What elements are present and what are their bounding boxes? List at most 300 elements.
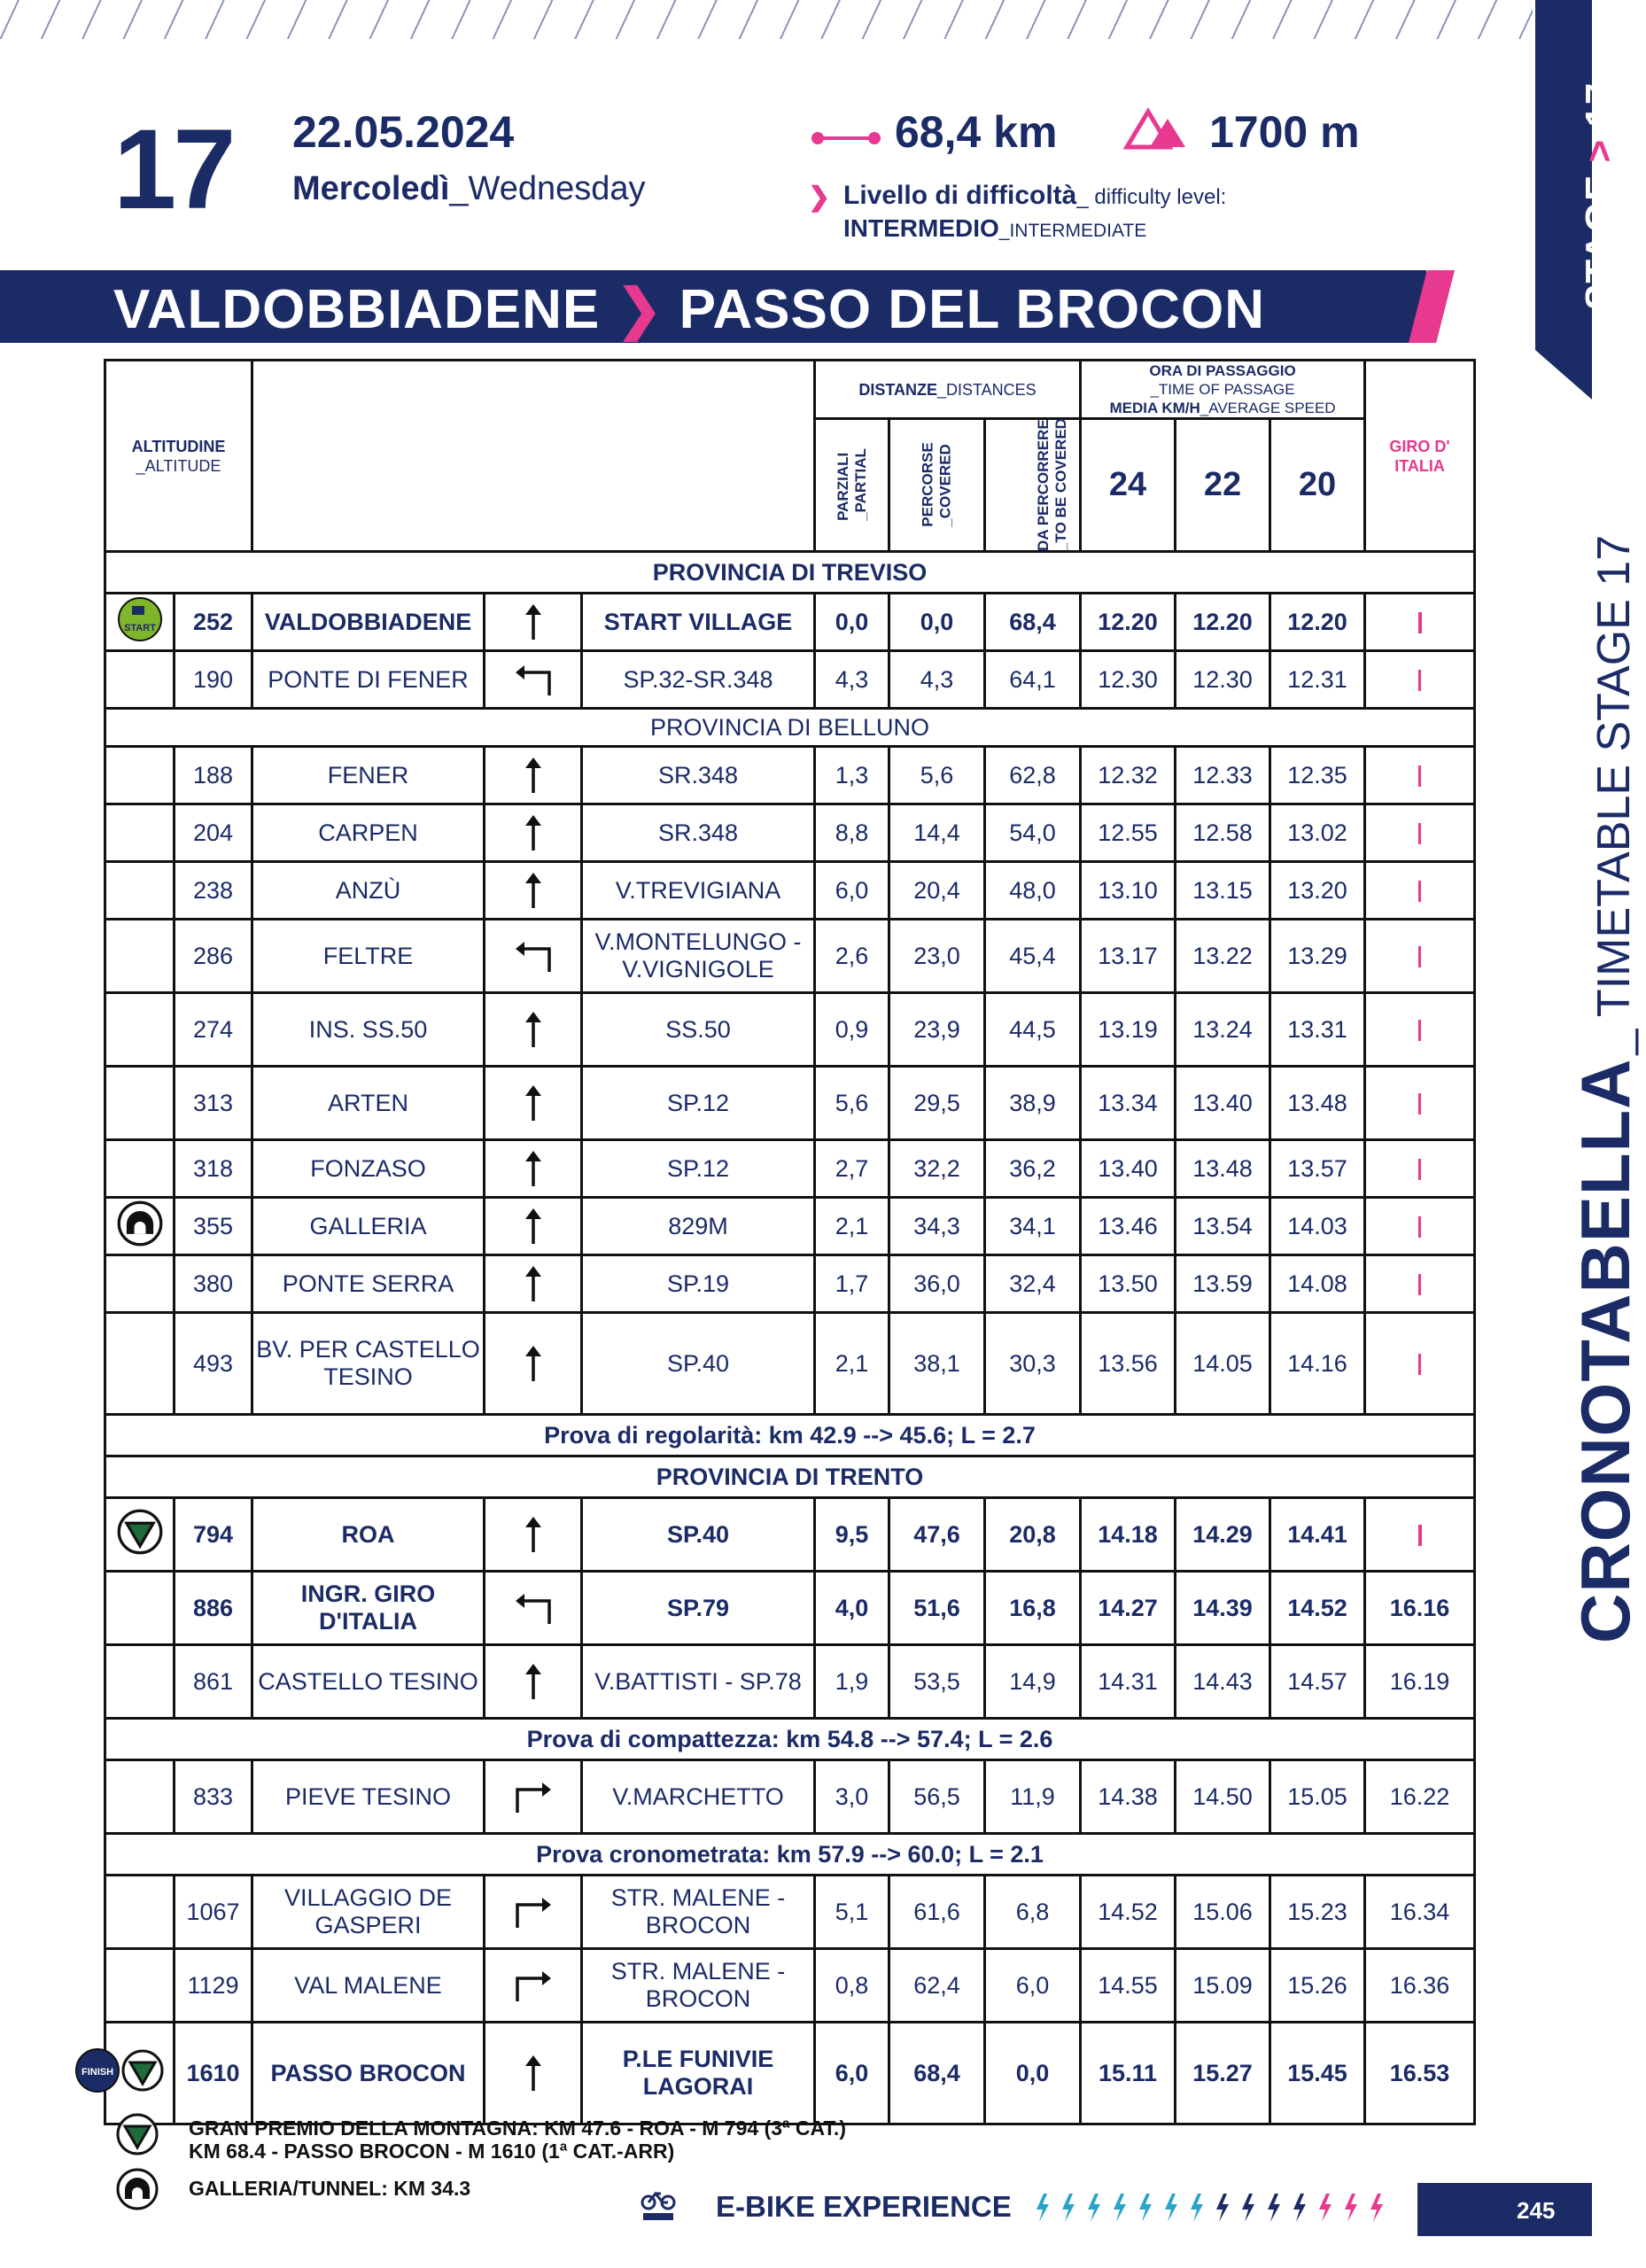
symbol-cell xyxy=(105,1572,175,1645)
cell-tobe: 30,3 xyxy=(985,1313,1081,1415)
arrow-up-icon xyxy=(485,862,582,920)
table-row xyxy=(105,1760,1475,1834)
cell-time-22: 14.43 xyxy=(1176,1645,1270,1719)
cell-road: SP.12 xyxy=(582,1067,815,1140)
cell-time-20: 13.20 xyxy=(1270,862,1365,920)
symbol-cell xyxy=(105,1760,175,1834)
symbol-cell xyxy=(105,1255,175,1313)
arrow-up-icon xyxy=(485,594,582,651)
cell-covered: 47,6 xyxy=(889,1498,985,1572)
cell-time-20: 12.31 xyxy=(1270,651,1365,709)
table-row xyxy=(105,1645,1475,1719)
gpm-icon xyxy=(116,1508,164,1562)
table-row xyxy=(105,1498,1475,1572)
cell-partial: 0,0 xyxy=(815,594,889,651)
route-title: VALDOBBIADENE ❯ PASSO DEL BROCON xyxy=(113,279,1265,340)
cell-place: VAL MALENE xyxy=(252,1949,485,2023)
cell-covered: 38,1 xyxy=(889,1313,985,1415)
cell-time-20: 14.57 xyxy=(1270,1645,1365,1719)
stage-number: 17 xyxy=(113,106,233,233)
cell-time-24: 13.40 xyxy=(1081,1140,1176,1198)
cell-time-24: 14.55 xyxy=(1081,1949,1176,2023)
finish-icon xyxy=(81,2047,171,2101)
col-time: ORA DI PASSAGGIO _TIME OF PASSAGE MEDIA KM/H_AVERAGE SPEED xyxy=(1081,361,1365,419)
cell-time-20: 14.41 xyxy=(1270,1498,1365,1572)
cell-altitude: 286 xyxy=(175,920,252,993)
cell-place: PASSO BROCON xyxy=(252,2023,485,2124)
col-altitude: ALTITUDINE _ALTITUDE xyxy=(105,361,252,552)
cell-giro xyxy=(1365,747,1475,804)
cell-place: PIEVE TESINO xyxy=(252,1760,485,1834)
cell-covered: 5,6 xyxy=(889,747,985,804)
col-partial: PARZIALI _PARTIAL xyxy=(815,419,889,552)
cell-altitude: 252 xyxy=(175,594,252,651)
cell-time-20: 14.16 xyxy=(1270,1313,1365,1415)
symbol-cell xyxy=(105,747,175,804)
cell-altitude: 355 xyxy=(175,1198,252,1255)
cell-tobe: 48,0 xyxy=(985,862,1081,920)
province-header: PROVINCIA DI TRENTO xyxy=(105,1456,1475,1498)
segment-note: Prova di compattezza: km 54.8 --> 57.4; L = 2.6 xyxy=(105,1719,1475,1760)
cell-time-22: 14.39 xyxy=(1176,1572,1270,1645)
cell-partial: 6,0 xyxy=(815,2023,889,2124)
table-row xyxy=(105,2023,1475,2124)
cell-giro xyxy=(1365,1313,1475,1415)
cell-tobe: 14,9 xyxy=(985,1645,1081,1719)
cell-place: FELTRE xyxy=(252,920,485,993)
gpm-icon xyxy=(115,2112,159,2156)
cell-place: INS. SS.50 xyxy=(252,993,485,1067)
cell-partial: 2,1 xyxy=(815,1313,889,1415)
cell-time-24: 13.10 xyxy=(1081,862,1176,920)
cell-covered: 29,5 xyxy=(889,1067,985,1140)
cell-time-20: 14.08 xyxy=(1270,1255,1365,1313)
symbol-cell xyxy=(105,1313,175,1415)
cell-altitude: 833 xyxy=(175,1760,252,1834)
cell-place: FONZASO xyxy=(252,1140,485,1198)
cell-tobe: 54,0 xyxy=(985,804,1081,862)
speed-22: 22 xyxy=(1176,419,1270,552)
cell-tobe: 11,9 xyxy=(985,1760,1081,1834)
difficulty-label: Livello di difficoltà_ difficulty level: xyxy=(843,181,1227,210)
cell-time-24: 12.20 xyxy=(1081,594,1176,651)
cell-covered: 53,5 xyxy=(889,1645,985,1719)
cell-place: ANZÙ xyxy=(252,862,485,920)
cell-place: ARTEN xyxy=(252,1067,485,1140)
cell-time-20: 15.05 xyxy=(1270,1760,1365,1834)
table-row xyxy=(105,862,1475,920)
col-covered: PERCORSE _COVERED xyxy=(889,419,985,552)
cell-covered: 68,4 xyxy=(889,2023,985,2124)
tunnel-icon xyxy=(115,2167,159,2211)
cell-tobe: 62,8 xyxy=(985,747,1081,804)
svg-text:FINISH: FINISH xyxy=(81,2066,113,2078)
arrow-up-icon xyxy=(485,1140,582,1198)
table-row xyxy=(105,1313,1475,1415)
table-row xyxy=(105,651,1475,709)
symbol-cell xyxy=(105,993,175,1067)
cell-road: SP.12 xyxy=(582,1140,815,1198)
cell-time-24: 13.46 xyxy=(1081,1198,1176,1255)
cell-time-20: 14.03 xyxy=(1270,1198,1365,1255)
symbol-cell xyxy=(105,1645,175,1719)
cell-partial: 1,7 xyxy=(815,1255,889,1313)
cell-tobe: 45,4 xyxy=(985,920,1081,993)
cell-time-20: 12.35 xyxy=(1270,747,1365,804)
cell-road: STR. MALENE - BROCON xyxy=(582,1949,815,2023)
speed-24: 24 xyxy=(1081,419,1176,552)
cell-partial: 8,8 xyxy=(815,804,889,862)
arrow-up-icon xyxy=(485,1313,582,1415)
cell-time-22: 14.05 xyxy=(1176,1313,1270,1415)
cell-road: SP.40 xyxy=(582,1313,815,1415)
cell-tobe: 38,9 xyxy=(985,1067,1081,1140)
cell-altitude: 493 xyxy=(175,1313,252,1415)
arrow-up-icon xyxy=(485,1198,582,1255)
cell-time-24: 14.18 xyxy=(1081,1498,1176,1572)
cell-partial: 6,0 xyxy=(815,862,889,920)
cell-altitude: 1129 xyxy=(175,1949,252,2023)
cell-time-22: 15.06 xyxy=(1176,1876,1270,1949)
cell-road: STR. MALENE - BROCON xyxy=(582,1876,815,1949)
cell-giro xyxy=(1365,1198,1475,1255)
table-row xyxy=(105,1572,1475,1645)
cell-road: START VILLAGE xyxy=(582,594,815,651)
start-icon xyxy=(116,595,164,649)
cell-partial: 4,3 xyxy=(815,651,889,709)
cell-altitude: 1610 xyxy=(175,2023,252,2124)
cell-road: V.TREVIGIANA xyxy=(582,862,815,920)
distance-value: 68,4 km xyxy=(895,107,1058,157)
cell-covered: 14,4 xyxy=(889,804,985,862)
legend-gpm: GRAN PREMIO DELLA MONTAGNA: KM 47.6 - ROA - M 794 (3ª CAT.) KM 68.4 - PASSO BROCON - M 1610 (1ª CAT.-ARR) xyxy=(189,2117,846,2163)
arrow-up-icon xyxy=(485,747,582,804)
distance-icon xyxy=(811,131,881,145)
cell-place: GALLERIA xyxy=(252,1198,485,1255)
segment-note: Prova di regolarità: km 42.9 --> 45.6; L = 2.7 xyxy=(105,1415,1475,1456)
cell-giro: 16.22 xyxy=(1365,1760,1475,1834)
cell-tobe: 6,0 xyxy=(985,1949,1081,2023)
cell-giro xyxy=(1365,651,1475,709)
cell-time-22: 13.54 xyxy=(1176,1198,1270,1255)
footer-brand: E-BIKE EXPERIENCE xyxy=(716,2190,1012,2223)
cell-covered: 23,0 xyxy=(889,920,985,993)
table-row xyxy=(105,920,1475,993)
chevron-right-icon: ❯ xyxy=(808,183,831,212)
cell-road: SP.40 xyxy=(582,1498,815,1572)
cell-place: INGR. GIRO D'ITALIA xyxy=(252,1572,485,1645)
cell-altitude: 274 xyxy=(175,993,252,1067)
cell-time-20: 15.45 xyxy=(1270,2023,1365,2124)
cell-tobe: 0,0 xyxy=(985,2023,1081,2124)
cell-covered: 32,2 xyxy=(889,1140,985,1198)
turn-right-icon xyxy=(485,1876,582,1949)
cell-time-24: 12.30 xyxy=(1081,651,1176,709)
col-distances: DISTANZE_DISTANCES xyxy=(815,361,1081,419)
stage-day: Mercoledì_Wednesday xyxy=(292,170,646,207)
cell-covered: 34,3 xyxy=(889,1198,985,1255)
giro-marker xyxy=(1418,765,1421,787)
cell-place: ROA xyxy=(252,1498,485,1572)
arrow-up-icon xyxy=(485,1067,582,1140)
cell-place: BV. PER CASTELLO TESINO xyxy=(252,1313,485,1415)
giro-marker xyxy=(1418,1216,1421,1238)
cell-partial: 9,5 xyxy=(815,1498,889,1572)
cell-time-22: 13.40 xyxy=(1176,1067,1270,1140)
cell-time-24: 12.55 xyxy=(1081,804,1176,862)
giro-marker xyxy=(1418,1525,1422,1546)
cell-covered: 51,6 xyxy=(889,1572,985,1645)
cell-giro: 16.53 xyxy=(1365,2023,1475,2124)
cell-altitude: 861 xyxy=(175,1645,252,1719)
table-row xyxy=(105,804,1475,862)
top-hatch-decoration xyxy=(0,0,1533,39)
cell-time-24: 13.34 xyxy=(1081,1067,1176,1140)
giro-marker xyxy=(1418,1274,1421,1295)
cell-giro xyxy=(1365,1067,1475,1140)
cell-time-20: 13.48 xyxy=(1270,1067,1365,1140)
cell-giro xyxy=(1365,862,1475,920)
symbol-cell xyxy=(105,1067,175,1140)
arrow-up-icon xyxy=(485,1498,582,1572)
cell-altitude: 380 xyxy=(175,1255,252,1313)
cell-giro xyxy=(1365,1255,1475,1313)
cell-time-22: 13.22 xyxy=(1176,920,1270,993)
arrow-up-icon xyxy=(485,1255,582,1313)
cell-partial: 5,6 xyxy=(815,1067,889,1140)
table-row xyxy=(105,1140,1475,1198)
cell-place: VILLAGGIO DE GASPERI xyxy=(252,1876,485,1949)
cell-covered: 62,4 xyxy=(889,1949,985,2023)
symbol-cell xyxy=(105,1140,175,1198)
cell-time-22: 15.09 xyxy=(1176,1949,1270,2023)
table-row xyxy=(105,1949,1475,2023)
giro-marker xyxy=(1418,1159,1421,1180)
cell-time-24: 13.56 xyxy=(1081,1313,1176,1415)
cell-giro: 16.34 xyxy=(1365,1876,1475,1949)
cell-time-22: 12.33 xyxy=(1176,747,1270,804)
cell-giro xyxy=(1365,920,1475,993)
cell-tobe: 16,8 xyxy=(985,1572,1081,1645)
elevation-value: 1700 m xyxy=(1209,107,1360,157)
cell-time-24: 14.27 xyxy=(1081,1572,1176,1645)
cell-road: V.BATTISTI - SP.78 xyxy=(582,1645,815,1719)
side-title: CRONOTABELLA_ TIMETABLE STAGE 17 xyxy=(1566,534,1644,1643)
cell-giro: 16.16 xyxy=(1365,1572,1475,1645)
cell-road: V.MONTELUNGO - V.VIGNIGOLE xyxy=(582,920,815,993)
timetable xyxy=(81,359,1476,2125)
province-header: PROVINCIA DI TREVISO xyxy=(105,552,1475,594)
cell-giro: 16.19 xyxy=(1365,1645,1475,1719)
cell-tobe: 36,2 xyxy=(985,1140,1081,1198)
arrow-up-icon xyxy=(485,804,582,862)
arrow-up-icon xyxy=(485,993,582,1067)
cell-place: CASTELLO TESINO xyxy=(252,1645,485,1719)
cell-covered: 23,9 xyxy=(889,993,985,1067)
turn-right-icon xyxy=(485,1949,582,2023)
cell-altitude: 188 xyxy=(175,747,252,804)
stage-band-label: STAGE > 17 xyxy=(1578,82,1621,310)
cell-altitude: 318 xyxy=(175,1140,252,1198)
segment-note: Prova cronometrata: km 57.9 --> 60.0; L = 2.1 xyxy=(105,1834,1475,1876)
cell-altitude: 794 xyxy=(175,1498,252,1572)
province-header: PROVINCIA DI BELLUNO xyxy=(105,709,1475,747)
cell-partial: 1,9 xyxy=(815,1645,889,1719)
cell-tobe: 6,8 xyxy=(985,1876,1081,1949)
arrow-up-icon xyxy=(485,1645,582,1719)
cell-altitude: 238 xyxy=(175,862,252,920)
cell-road: V.MARCHETTO xyxy=(582,1760,815,1834)
cell-road: 829M xyxy=(582,1198,815,1255)
cell-time-22: 13.59 xyxy=(1176,1255,1270,1313)
cell-place: PONTE SERRA xyxy=(252,1255,485,1313)
cell-tobe: 64,1 xyxy=(985,651,1081,709)
cell-tobe: 20,8 xyxy=(985,1498,1081,1572)
cell-altitude: 190 xyxy=(175,651,252,709)
cell-time-24: 12.32 xyxy=(1081,747,1176,804)
giro-marker xyxy=(1418,1093,1421,1115)
cell-time-20: 15.26 xyxy=(1270,1949,1365,2023)
cell-time-24: 14.38 xyxy=(1081,1760,1176,1834)
cell-partial: 1,3 xyxy=(815,747,889,804)
symbol-cell xyxy=(105,920,175,993)
table-row xyxy=(105,1067,1475,1140)
cell-time-24: 14.31 xyxy=(1081,1645,1176,1719)
stage-date: 22.05.2024 xyxy=(292,107,515,157)
cell-place: FENER xyxy=(252,747,485,804)
symbol-cell xyxy=(105,1876,175,1949)
symbol-cell xyxy=(105,1949,175,2023)
cell-road: SP.79 xyxy=(582,1572,815,1645)
cell-giro xyxy=(1365,993,1475,1067)
cell-time-22: 12.30 xyxy=(1176,651,1270,709)
giro-marker xyxy=(1418,823,1421,844)
cell-time-24: 14.52 xyxy=(1081,1876,1176,1949)
cell-partial: 2,1 xyxy=(815,1198,889,1255)
turn-left-icon xyxy=(485,1572,582,1645)
cell-time-22: 13.24 xyxy=(1176,993,1270,1067)
tunnel-icon xyxy=(116,1200,164,1254)
giro-logo-icon xyxy=(640,2188,677,2224)
cell-covered: 56,5 xyxy=(889,1760,985,1834)
cell-time-22: 13.15 xyxy=(1176,862,1270,920)
cell-altitude: 1067 xyxy=(175,1876,252,1949)
arrow-up-icon xyxy=(485,2023,582,2124)
legend-tunnel: GALLERIA/TUNNEL: KM 34.3 xyxy=(189,2177,471,2200)
cell-time-20: 13.02 xyxy=(1270,804,1365,862)
cell-road: SS.50 xyxy=(582,993,815,1067)
cell-road: SP.19 xyxy=(582,1255,815,1313)
col-place xyxy=(252,361,815,552)
cell-altitude: 204 xyxy=(175,804,252,862)
cell-giro xyxy=(1365,1498,1475,1572)
table-row xyxy=(105,1198,1475,1255)
cell-road: SP.32-SR.348 xyxy=(582,651,815,709)
cell-covered: 36,0 xyxy=(889,1255,985,1313)
cell-time-22: 12.58 xyxy=(1176,804,1270,862)
table-row xyxy=(105,1876,1475,1949)
symbol-cell xyxy=(81,2023,175,2124)
difficulty-value: INTERMEDIO_INTERMEDIATE xyxy=(843,214,1147,242)
symbol-cell xyxy=(105,651,175,709)
cell-covered: 61,6 xyxy=(889,1876,985,1949)
speed-20: 20 xyxy=(1270,419,1365,552)
cell-altitude: 886 xyxy=(175,1572,252,1645)
table-row xyxy=(105,993,1475,1067)
cell-time-20: 13.29 xyxy=(1270,920,1365,993)
giro-marker xyxy=(1418,670,1421,691)
cell-partial: 3,0 xyxy=(815,1760,889,1834)
cell-time-22: 14.29 xyxy=(1176,1498,1270,1572)
turn-left-icon xyxy=(485,920,582,993)
cell-time-22: 15.27 xyxy=(1176,2023,1270,2124)
cell-road: SR.348 xyxy=(582,804,815,862)
giro-marker xyxy=(1418,1354,1421,1375)
cell-time-20: 15.23 xyxy=(1270,1876,1365,1949)
cell-tobe: 44,5 xyxy=(985,993,1081,1067)
turn-left-icon xyxy=(485,651,582,709)
lightning-bolts-decoration xyxy=(1028,2192,1400,2224)
cell-time-20: 13.57 xyxy=(1270,1140,1365,1198)
cell-place: VALDOBBIADENE xyxy=(252,594,485,651)
cell-time-20: 14.52 xyxy=(1270,1572,1365,1645)
giro-marker xyxy=(1418,881,1421,902)
cell-partial: 0,9 xyxy=(815,993,889,1067)
page-number: 245 xyxy=(1417,2183,1592,2236)
cell-road: SR.348 xyxy=(582,747,815,804)
cell-partial: 5,1 xyxy=(815,1876,889,1949)
cell-covered: 0,0 xyxy=(889,594,985,651)
cell-giro xyxy=(1365,594,1475,651)
cell-time-20: 13.31 xyxy=(1270,993,1365,1067)
cell-altitude: 313 xyxy=(175,1067,252,1140)
cell-tobe: 68,4 xyxy=(985,594,1081,651)
table-row xyxy=(105,1255,1475,1313)
symbol-cell xyxy=(105,862,175,920)
svg-text:START: START xyxy=(123,622,156,633)
col-tobe: DA PERCORRERE _TO BE COVERED xyxy=(985,419,1081,552)
cell-road: P.LE FUNIVIE LAGORAI xyxy=(582,2023,815,2124)
cell-partial: 0,8 xyxy=(815,1949,889,2023)
symbol-cell xyxy=(105,594,175,651)
cell-time-22: 14.50 xyxy=(1176,1760,1270,1834)
elevation-icon xyxy=(1125,106,1187,149)
cell-time-24: 13.17 xyxy=(1081,920,1176,993)
cell-time-24: 13.50 xyxy=(1081,1255,1176,1313)
col-giro: GIRO D' ITALIA xyxy=(1365,361,1475,552)
cell-time-24: 15.11 xyxy=(1081,2023,1176,2124)
cell-covered: 20,4 xyxy=(889,862,985,920)
cell-tobe: 34,1 xyxy=(985,1198,1081,1255)
cell-giro xyxy=(1365,1140,1475,1198)
giro-marker xyxy=(1418,1020,1421,1041)
cell-giro: 16.36 xyxy=(1365,1949,1475,2023)
cell-time-22: 13.48 xyxy=(1176,1140,1270,1198)
turn-right-icon xyxy=(485,1760,582,1834)
cell-giro xyxy=(1365,804,1475,862)
table-row xyxy=(105,747,1475,804)
symbol-cell xyxy=(105,1498,175,1572)
cell-time-20: 12.20 xyxy=(1270,594,1365,651)
cell-place: PONTE DI FENER xyxy=(252,651,485,709)
symbol-cell xyxy=(105,804,175,862)
giro-marker xyxy=(1418,612,1422,633)
cell-covered: 4,3 xyxy=(889,651,985,709)
symbol-cell xyxy=(105,1198,175,1255)
cell-partial: 2,7 xyxy=(815,1140,889,1198)
cell-time-24: 13.19 xyxy=(1081,993,1176,1067)
giro-marker xyxy=(1418,946,1421,967)
